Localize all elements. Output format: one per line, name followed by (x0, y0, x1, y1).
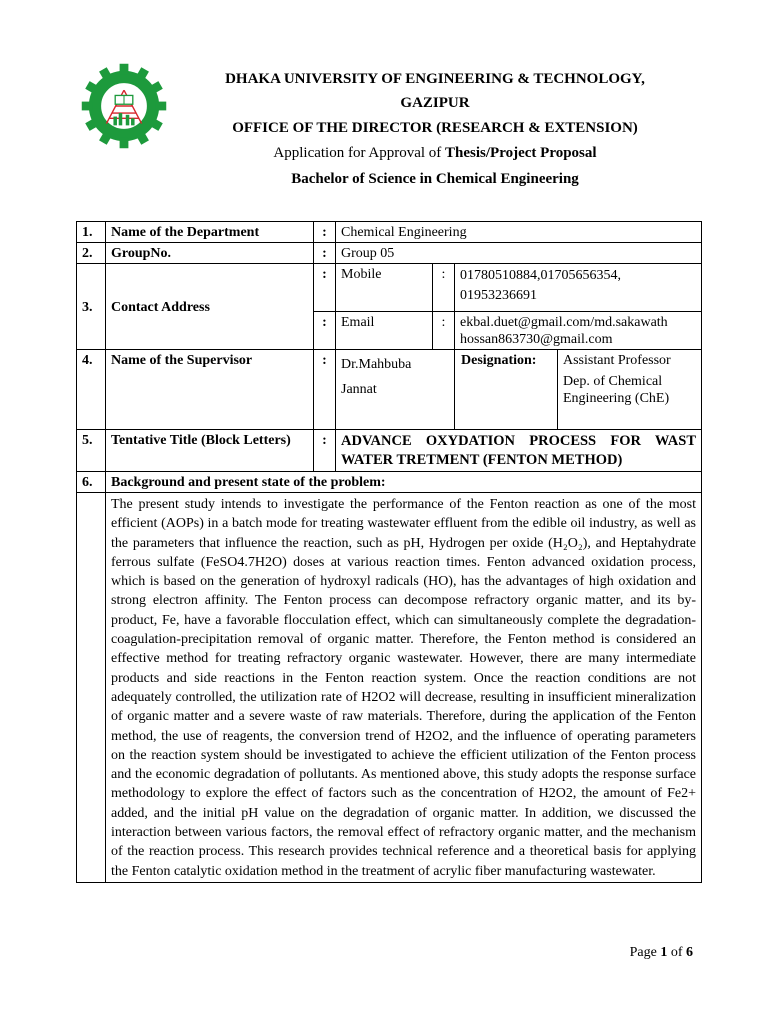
degree-title: Bachelor of Science in Chemical Engineering (291, 171, 579, 187)
department-value: Chemical Engineering (336, 222, 702, 243)
page-total: 6 (686, 945, 693, 960)
office-title: OFFICE OF THE DIRECTOR (RESEARCH & EXTENSION) (232, 120, 638, 136)
designation-department: Dep. of Chemical Engineering (ChE) (563, 374, 670, 406)
contact-label: Contact Address (106, 264, 314, 350)
application-type: Thesis/Project Proposal (445, 145, 597, 161)
colon: : (314, 312, 336, 350)
empty-cell (77, 493, 106, 883)
email-label: Email (336, 312, 433, 350)
background-paragraph: The present study intends to investigate the performance of the Fenton reaction as one of the most efficient (AOPs) in a batch mode for treating wastewater effluent from the edible oil industry, as well as the parameters that influence the reaction, such as pH, Hydrogen per oxide (H₂O₂), and Heptahydrate ferrous sulfate (FeSO4.7H2O) doses at various reaction times. Fenton advanced oxidation process, which is based on the generation of hydroxyl radicals (HO), has the advantages of high oxidation and strong electron affinity. The Fenton process can decompose refractory organic matter, and its by-product, Fe, have a favorable flocculation effect, which can simultaneously complete the degradation- coagulation-precipitation removal of organic matter. Therefore, the Fenton method is considered an effective method for treating refractory organic wastewater. However, there are many intermediate products and side reactions in the Fenton reaction system. Once the reaction conditions are not adequately controlled, the utilization rate of H2O2 will decrease, resulting in insufficient mineralization of organic matter and a severe waste of raw materials. Therefore, during the application of the Fenton method, the use of reagents, the conversion trend of H2O2, and the influence of operating parameters on the reaction system should be investigated to achieve the efficient utilization of the Fenton process and the economic degradation of pollutants. As mentioned above, this study adopts the response surface methodology to explore the effect of factors such as the concentration of H2O2, the amount of Fe2+ added, and the initial pH value on the degradation of organic matter. In addition, we discussed the interaction between various factors, the removal effect of refractory organic matter, and the mechanism of the reaction process. This research provides technical reference and a theoretical basis for applying the Fenton catalytic oxidation method in the treatment of acrylic fiber manufacturing wastewater. (106, 493, 702, 883)
mobile-label: Mobile (336, 264, 433, 312)
university-logo (80, 62, 168, 150)
colon: : (314, 243, 336, 264)
colon: : (433, 264, 455, 312)
application-prefix: Application for Approval of (273, 145, 446, 161)
thesis-title-value: ADVANCE OXYDATION PROCESS FOR WAST WATER TRETMENT (FENTON METHOD) (336, 430, 702, 472)
row-number: 2. (77, 243, 106, 264)
row-group (77, 243, 702, 264)
page-footer (630, 945, 693, 961)
row-department (77, 222, 702, 243)
designation-label: Designation: (455, 350, 558, 430)
row-number: 6. (77, 472, 106, 493)
row-number: 1. (77, 222, 106, 243)
row-background-text (77, 493, 702, 883)
colon: : (314, 264, 336, 312)
university-name: DHAKA UNIVERSITY OF ENGINEERING & TECHNOLOGY, (225, 71, 645, 87)
page-word: Page (629, 945, 661, 960)
university-location: GAZIPUR (400, 95, 470, 111)
row-supervisor (77, 350, 702, 430)
title-label: Tentative Title (Block Letters) (106, 430, 314, 472)
group-label: GroupNo. (106, 243, 314, 264)
email-value: ekbal.duet@gmail.com/md.sakawath hossan863730@gmail.com (455, 312, 702, 350)
colon: : (314, 350, 336, 430)
row-number: 3. (77, 264, 106, 350)
row-background-heading (77, 472, 702, 493)
background-heading: Background and present state of the problem: (106, 472, 702, 493)
colon: : (433, 312, 455, 350)
colon: : (314, 430, 336, 472)
of-word: of (667, 945, 686, 960)
supervisor-name: Dr.Mahbuba Jannat (336, 350, 455, 430)
row-contact-mobile (77, 264, 702, 312)
row-title (77, 430, 702, 472)
mobile-value: 01780510884,01705656354, 01953236691 (455, 264, 702, 312)
proposal-form-table (76, 221, 702, 883)
row-number: 4. (77, 350, 106, 430)
row-number: 5. (77, 430, 106, 472)
group-value: Group 05 (336, 243, 702, 264)
designation-value: Assistant Professor (563, 353, 671, 368)
department-label: Name of the Department (106, 222, 314, 243)
colon: : (314, 222, 336, 243)
page-number: 1 (660, 945, 668, 960)
application-line (170, 145, 700, 162)
designation-cell (558, 350, 702, 430)
supervisor-label: Name of the Supervisor (106, 350, 314, 430)
